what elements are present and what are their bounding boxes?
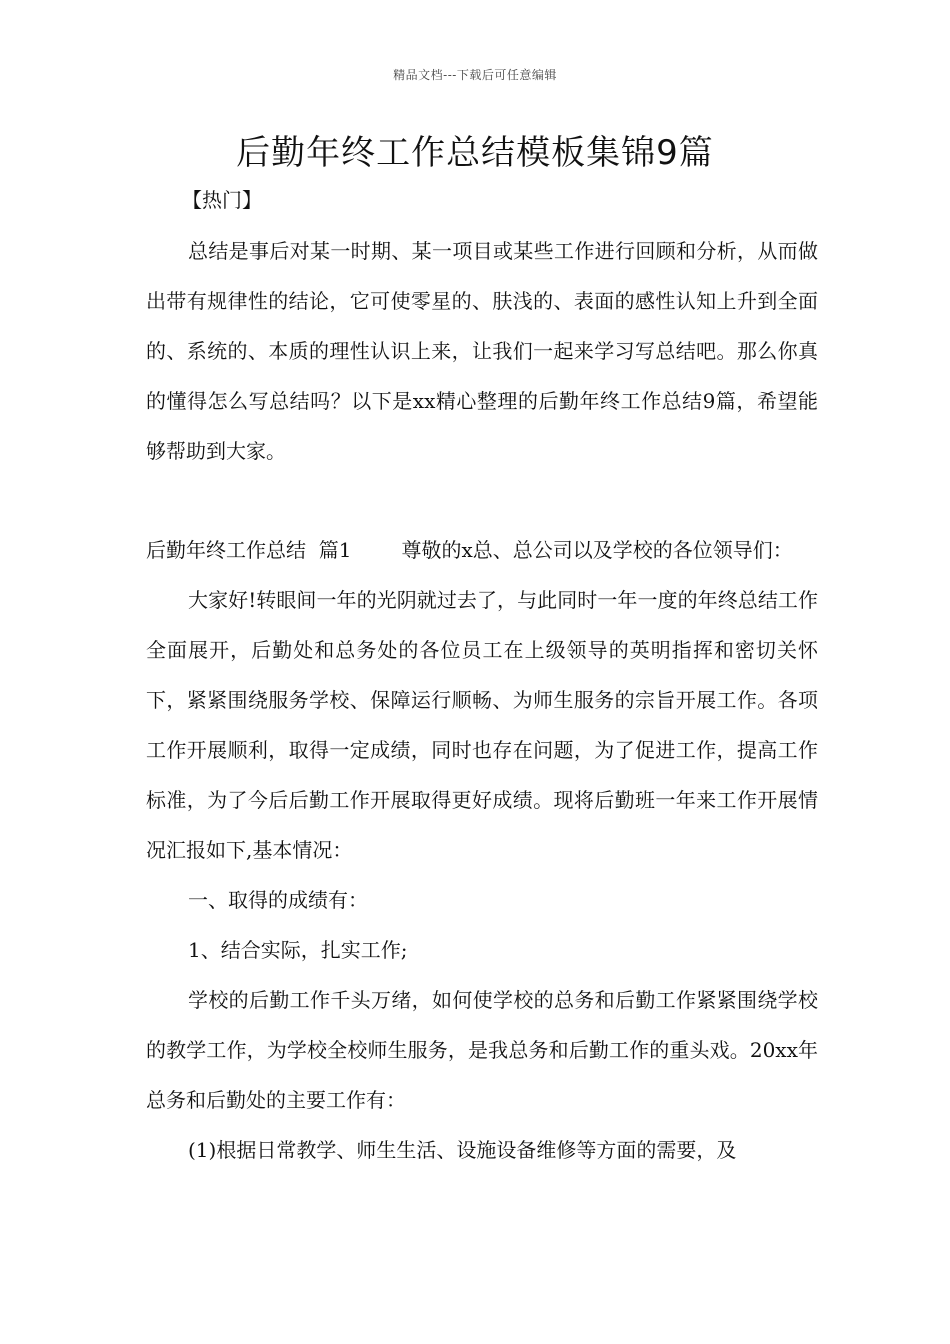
document-title: 后勤年终工作总结模板集锦9篇 bbox=[236, 133, 714, 173]
section-1-paragraph-1: 大家好!转眼间一年的光阴就过去了，与此同时一年一度的年终总结工作全面展开，后勤处和总务处的各位员工在上级领导的英明指挥和密切关怀下，紧紧围绕服务学校、保障运行顺畅、为师生服务的宗旨开展工作。各项工作开展顺利，取得一定成绩，同时也存在问题，为了促进工作，提高工作标准，为了今后后勤工作开展取得更好成绩。现将后勤班一年来工作开展情况汇报如下,基本情况： bbox=[146, 588, 818, 862]
header-note: 精品文档---下载后可任意编辑 bbox=[393, 68, 557, 82]
section-1-heading: 后勤年终工作总结 篇1 bbox=[146, 538, 352, 562]
section-1-paragraph-2: 一、取得的成绩有： bbox=[188, 888, 368, 912]
section-1 bbox=[146, 525, 818, 1175]
section-1-opening bbox=[146, 525, 818, 575]
section-1-salutation: 尊敬的x总、总公司以及学校的各位领导们： bbox=[401, 538, 793, 562]
hot-tag: 【热门】 bbox=[182, 188, 262, 212]
intro-paragraph: 总结是事后对某一时期、某一项目或某些工作进行回顾和分析，从而做出带有规律性的结论，它可使零星的、肤浅的、表面的感性认知上升到全面的、系统的、本质的理性认识上来，让我们一起来学习写总结吧。那么你真的懂得怎么写总结吗？以下是xx精心整理的后勤年终工作总结9篇，希望能够帮助到大家。 bbox=[146, 239, 818, 463]
section-1-paragraph-3: 1、结合实际，扎实工作; bbox=[188, 938, 408, 962]
section-1-paragraph-4: 学校的后勤工作千头万绪，如何使学校的总务和后勤工作紧紧围绕学校的教学工作，为学校全校师生服务，是我总务和后勤工作的重头戏。20xx年总务和后勤处的主要工作有： bbox=[146, 988, 818, 1112]
section-1-paragraph-5: (1)根据日常教学、师生生活、设施设备维修等方面的需要，及 bbox=[188, 1138, 737, 1162]
intro-block bbox=[146, 226, 818, 476]
